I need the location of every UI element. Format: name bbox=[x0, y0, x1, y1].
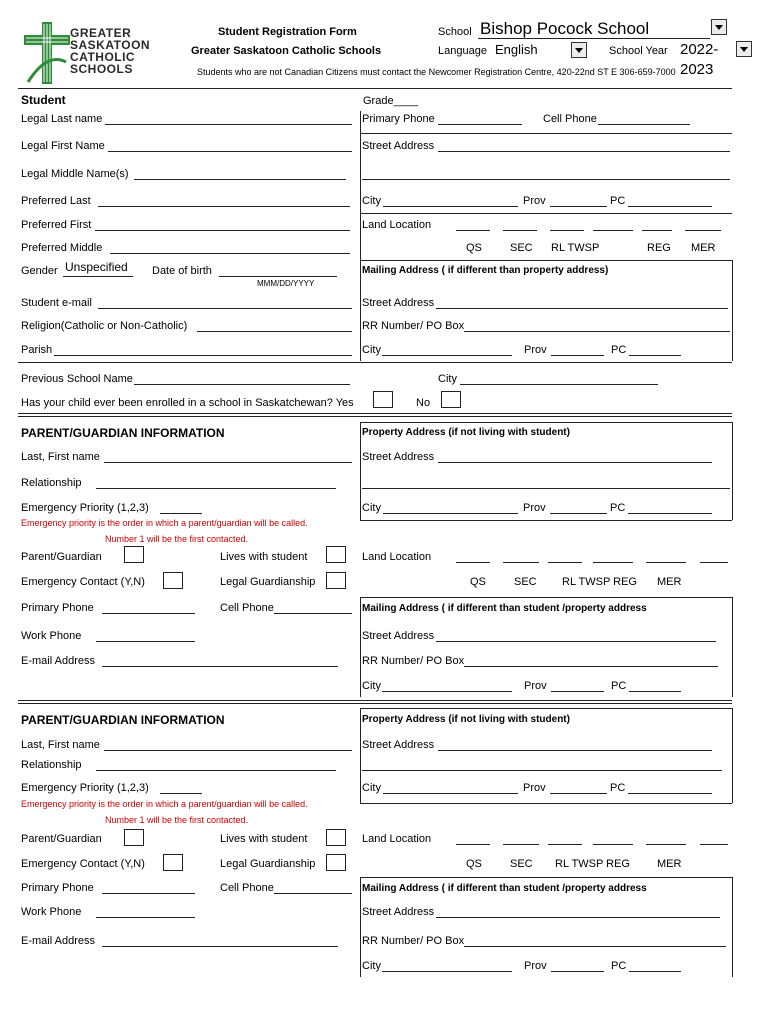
guardian2-primary-phone-label: Primary Phone bbox=[21, 882, 94, 894]
guardian2-relationship-input[interactable] bbox=[96, 770, 336, 771]
mailing-street-label: Street Address bbox=[362, 297, 435, 309]
guardian1-pc-label: PC bbox=[610, 502, 626, 514]
guardian2-work-phone-label: Work Phone bbox=[21, 906, 82, 918]
preferred-first-label: Preferred First bbox=[21, 219, 92, 231]
legal-first-input[interactable] bbox=[108, 151, 352, 152]
guardian2-priority-note1: Emergency priority is the order in which a parent/guardian will be called. bbox=[21, 799, 308, 809]
guardian2-prov-input[interactable] bbox=[550, 793, 607, 794]
land-location-label: Land Location bbox=[362, 219, 432, 231]
guardian1-work-phone-label: Work Phone bbox=[21, 630, 82, 642]
city-label: City bbox=[362, 195, 381, 207]
preferred-middle-input[interactable] bbox=[110, 253, 350, 254]
guardian2-land-label: Land Location bbox=[362, 833, 432, 845]
guardian2-rr-label: RR Number/ PO Box bbox=[362, 935, 465, 947]
guardian2-relationship-label: Relationship bbox=[21, 759, 82, 771]
enrolled-question: Has your child ever been enrolled in a school in Saskatchewan? Yes bbox=[21, 397, 354, 409]
language-select[interactable]: English bbox=[493, 41, 563, 59]
guardian2-lives-label: Lives with student bbox=[220, 833, 308, 845]
newcomer-note: Students who are not Canadian Citizens must contact the Newcomer Registration Centre, 420-22nd ST E 306-659-7000 bbox=[197, 67, 676, 77]
guardian2-mailing-prov-label: Prov bbox=[524, 960, 547, 972]
guardian2-legal-checkbox[interactable] bbox=[326, 854, 346, 871]
religion-input[interactable] bbox=[197, 331, 352, 332]
guardian1-cell-phone-label: Cell Phone bbox=[220, 602, 274, 614]
guardian1-priority-note1: Emergency priority is the order in which a parent/guardian will be called. bbox=[21, 518, 308, 528]
guardian2-mailing-street-input[interactable] bbox=[436, 917, 720, 918]
language-label: Language bbox=[438, 45, 487, 57]
guardian2-mailing-prov-input[interactable] bbox=[551, 971, 604, 972]
school-year-dropdown-icon[interactable] bbox=[736, 41, 752, 57]
guardian2-sec-label: SEC bbox=[510, 858, 533, 870]
guardian1-mailing-street-label: Street Address bbox=[362, 630, 435, 642]
logo-line2: SASKATOON bbox=[70, 38, 151, 52]
guardian1-mailing-prov-input[interactable] bbox=[551, 691, 604, 692]
enrolled-no-checkbox[interactable] bbox=[441, 391, 461, 408]
guardian1-relationship-label: Relationship bbox=[21, 477, 82, 489]
primary-phone-input[interactable] bbox=[438, 124, 522, 125]
guardian1-mailing-city-label: City bbox=[362, 680, 381, 692]
guardian2-street-label: Street Address bbox=[362, 739, 435, 751]
guardian2-mailing-city-label: City bbox=[362, 960, 381, 972]
preferred-last-label: Preferred Last bbox=[21, 195, 91, 207]
mailing-pc-input[interactable] bbox=[629, 355, 681, 356]
prov-input[interactable] bbox=[550, 206, 607, 207]
dob-format: MMM/DD/YYYY bbox=[257, 279, 315, 288]
guardian2-mer-label: MER bbox=[657, 858, 682, 870]
gender-select[interactable]: Unspecified bbox=[63, 259, 133, 276]
guardian2-lives-checkbox[interactable] bbox=[326, 829, 346, 846]
prov-label: Prov bbox=[523, 195, 546, 207]
student-heading: Student bbox=[21, 93, 66, 107]
mailing-city-input[interactable] bbox=[382, 355, 512, 356]
guardian1-heading: PARENT/GUARDIAN INFORMATION bbox=[21, 426, 225, 440]
guardian2-pc-label: PC bbox=[610, 782, 626, 794]
previous-city-input[interactable] bbox=[460, 384, 658, 385]
guardian1-land-label: Land Location bbox=[362, 551, 432, 563]
parish-input[interactable] bbox=[54, 355, 352, 356]
parish-label: Parish bbox=[21, 344, 53, 356]
guardian2-rr-input[interactable] bbox=[464, 946, 726, 947]
guardian1-mailing-heading: Mailing Address ( if different than student /property address bbox=[362, 603, 647, 614]
logo-line4: SCHOOLS bbox=[70, 62, 133, 76]
guardian1-mailing-prov-label: Prov bbox=[524, 680, 547, 692]
guardian2-prov-label: Prov bbox=[523, 782, 546, 794]
guardian1-city-input[interactable] bbox=[383, 513, 518, 514]
guardian1-mer-label: MER bbox=[657, 576, 682, 588]
previous-city-label: City bbox=[438, 373, 457, 385]
guardian1-cell-phone-input[interactable] bbox=[274, 613, 352, 614]
guardian1-prov-label: Prov bbox=[523, 502, 546, 514]
guardian2-property-heading: Property Address (if not living with student) bbox=[362, 714, 570, 725]
cell-phone-input[interactable] bbox=[598, 124, 690, 125]
school-select[interactable]: Bishop Pocock School bbox=[478, 19, 708, 39]
guardian1-city-label: City bbox=[362, 502, 381, 514]
guardian1-rr-input[interactable] bbox=[464, 666, 718, 667]
school-dropdown-icon[interactable] bbox=[711, 19, 727, 35]
guardian1-mailing-city-input[interactable] bbox=[382, 691, 512, 692]
mer-label: MER bbox=[691, 242, 716, 254]
mailing-street-input[interactable] bbox=[436, 308, 728, 309]
guardian2-city-input[interactable] bbox=[383, 793, 518, 794]
guardian2-work-phone-input[interactable] bbox=[96, 917, 195, 918]
enrolled-yes-checkbox[interactable] bbox=[373, 391, 393, 408]
sec-label: SEC bbox=[510, 242, 533, 254]
guardian1-name-input[interactable] bbox=[104, 462, 352, 463]
primary-phone-label: Primary Phone bbox=[362, 113, 435, 125]
guardian1-name-label: Last, First name bbox=[21, 451, 100, 463]
enrolled-no-label: No bbox=[416, 397, 431, 409]
school-label: School bbox=[438, 26, 472, 38]
gender-label: Gender bbox=[21, 265, 58, 277]
preferred-last-input[interactable] bbox=[98, 206, 350, 207]
guardian1-rltwspreg-label: RL TWSP REG bbox=[562, 576, 637, 588]
cell-phone-label: Cell Phone bbox=[543, 113, 597, 125]
guardian2-street-input[interactable] bbox=[438, 750, 712, 751]
guardian1-work-phone-input[interactable] bbox=[96, 641, 195, 642]
guardian1-parent-checkbox[interactable] bbox=[124, 546, 144, 563]
preferred-middle-label: Preferred Middle bbox=[21, 242, 103, 254]
guardian1-street-input[interactable] bbox=[438, 462, 712, 463]
school-year-select[interactable]: 2022-2023 bbox=[678, 40, 734, 60]
grade-field[interactable]: Grade____ bbox=[363, 95, 419, 107]
guardian2-cell-phone-input[interactable] bbox=[274, 893, 352, 894]
guardian2-primary-phone-input[interactable] bbox=[102, 893, 195, 894]
guardian1-emergency-checkbox[interactable] bbox=[163, 572, 183, 589]
guardian2-priority-label: Emergency Priority (1,2,3) bbox=[21, 782, 149, 794]
mailing-prov-input[interactable] bbox=[551, 355, 604, 356]
guardian2-emergency-checkbox[interactable] bbox=[163, 854, 183, 871]
logo-line1: GREATER bbox=[70, 26, 132, 40]
legal-last-label: Legal Last name bbox=[21, 113, 103, 125]
cross-logo-icon bbox=[24, 22, 70, 84]
dob-input[interactable] bbox=[219, 276, 337, 277]
guardian2-parent-checkbox[interactable] bbox=[124, 829, 144, 846]
guardian2-mailing-street-label: Street Address bbox=[362, 906, 435, 918]
mailing-address-heading: Mailing Address ( if different than property address) bbox=[362, 265, 609, 276]
guardian1-prov-input[interactable] bbox=[550, 513, 607, 514]
guardian1-pc-input[interactable] bbox=[628, 513, 712, 514]
guardian2-cell-phone-label: Cell Phone bbox=[220, 882, 274, 894]
guardian1-sec-label: SEC bbox=[514, 576, 537, 588]
guardian2-rltwspreg-label: RL TWSP REG bbox=[555, 858, 630, 870]
legal-last-input[interactable] bbox=[105, 124, 352, 125]
form-subtitle: Greater Saskatoon Catholic Schools bbox=[191, 45, 382, 57]
guardian2-pc-input[interactable] bbox=[628, 793, 712, 794]
guardian2-email-input[interactable] bbox=[102, 946, 338, 947]
street-address-input[interactable] bbox=[438, 151, 730, 152]
logo-line3: CATHOLIC bbox=[70, 50, 136, 64]
guardian2-mailing-pc-label: PC bbox=[611, 960, 627, 972]
legal-middle-input[interactable] bbox=[134, 179, 346, 180]
guardian2-legal-label: Legal Guardianship bbox=[220, 858, 316, 870]
student-email-label: Student e-mail bbox=[21, 297, 92, 309]
guardian1-lives-label: Lives with student bbox=[220, 551, 308, 563]
guardian2-email-label: E-mail Address bbox=[21, 935, 95, 947]
guardian1-lives-checkbox[interactable] bbox=[326, 546, 346, 563]
guardian1-legal-checkbox[interactable] bbox=[326, 572, 346, 589]
reg-label: REG bbox=[647, 242, 671, 254]
form-title: Student Registration Form bbox=[218, 26, 357, 38]
guardian1-priority-note2: Number 1 will be the first contacted. bbox=[105, 534, 249, 544]
guardian2-heading: PARENT/GUARDIAN INFORMATION bbox=[21, 713, 225, 727]
guardian2-priority-input[interactable] bbox=[160, 793, 202, 794]
guardian1-email-input[interactable] bbox=[102, 666, 338, 667]
street-address-line2[interactable] bbox=[362, 179, 730, 180]
pc-label: PC bbox=[610, 195, 626, 207]
pc-input[interactable] bbox=[628, 206, 712, 207]
guardian1-rr-label: RR Number/ PO Box bbox=[362, 655, 465, 667]
guardian2-parent-label: Parent/Guardian bbox=[21, 833, 102, 845]
guardian1-mailing-street-input[interactable] bbox=[436, 641, 716, 642]
guardian1-email-label: E-mail Address bbox=[21, 655, 95, 667]
mailing-pc-label: PC bbox=[611, 344, 627, 356]
guardian1-street-line2[interactable] bbox=[362, 488, 730, 489]
guardian1-legal-label: Legal Guardianship bbox=[220, 576, 316, 588]
guardian2-qs-label: QS bbox=[466, 858, 482, 870]
language-dropdown-icon[interactable] bbox=[571, 42, 587, 58]
legal-middle-label: Legal Middle Name(s) bbox=[21, 168, 129, 180]
religion-label: Religion(Catholic or Non-Catholic) bbox=[21, 320, 188, 332]
guardian1-priority-input[interactable] bbox=[160, 513, 202, 514]
guardian1-primary-phone-input[interactable] bbox=[102, 613, 195, 614]
guardian1-relationship-input[interactable] bbox=[96, 488, 336, 489]
rl-twsp-label: RL TWSP bbox=[551, 242, 600, 254]
dob-label: Date of birth bbox=[152, 265, 212, 277]
preferred-first-input[interactable] bbox=[95, 230, 350, 231]
guardian2-mailing-pc-input[interactable] bbox=[629, 971, 681, 972]
city-input[interactable] bbox=[383, 206, 518, 207]
guardian2-mailing-heading: Mailing Address ( if different than student /property address bbox=[362, 883, 647, 894]
guardian2-priority-note2: Number 1 will be the first contacted. bbox=[105, 815, 249, 825]
student-email-input[interactable] bbox=[98, 308, 352, 309]
guardian2-emergency-label: Emergency Contact (Y,N) bbox=[21, 858, 145, 870]
rr-input[interactable] bbox=[464, 331, 730, 332]
previous-school-label: Previous School Name bbox=[21, 373, 133, 385]
guardian2-city-label: City bbox=[362, 782, 381, 794]
guardian1-primary-phone-label: Primary Phone bbox=[21, 602, 94, 614]
legal-first-label: Legal First Name bbox=[21, 140, 105, 152]
street-address-label: Street Address bbox=[362, 140, 435, 152]
guardian1-mailing-pc-input[interactable] bbox=[629, 691, 681, 692]
guardian1-street-label: Street Address bbox=[362, 451, 435, 463]
mailing-city-label: City bbox=[362, 344, 381, 356]
guardian1-priority-label: Emergency Priority (1,2,3) bbox=[21, 502, 149, 514]
guardian2-mailing-city-input[interactable] bbox=[382, 971, 512, 972]
qs-label: QS bbox=[466, 242, 482, 254]
guardian2-name-input[interactable] bbox=[104, 750, 352, 751]
guardian1-parent-label: Parent/Guardian bbox=[21, 551, 102, 563]
guardian2-street-line2[interactable] bbox=[362, 770, 722, 771]
guardian2-name-label: Last, First name bbox=[21, 739, 100, 751]
school-year-label: School Year bbox=[609, 45, 668, 57]
guardian1-mailing-pc-label: PC bbox=[611, 680, 627, 692]
rr-label: RR Number/ PO Box bbox=[362, 320, 465, 332]
guardian1-qs-label: QS bbox=[470, 576, 486, 588]
mailing-prov-label: Prov bbox=[524, 344, 547, 356]
guardian1-property-heading: Property Address (if not living with student) bbox=[362, 427, 570, 438]
guardian1-emergency-label: Emergency Contact (Y,N) bbox=[21, 576, 145, 588]
previous-school-input[interactable] bbox=[134, 384, 350, 385]
